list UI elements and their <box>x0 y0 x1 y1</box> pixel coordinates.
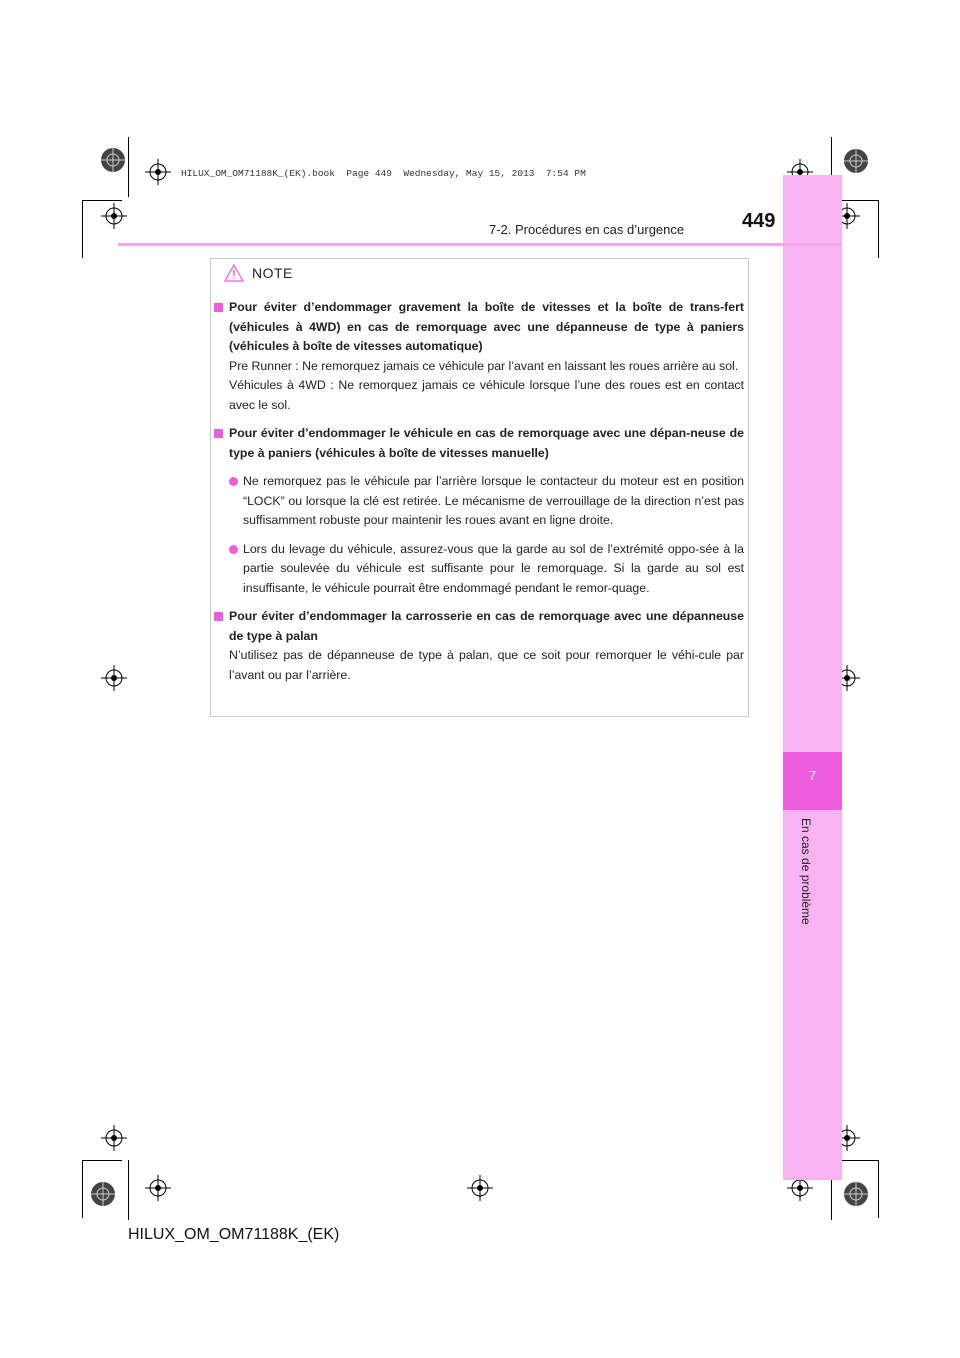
crop-mark <box>838 200 878 201</box>
section-title: 7-2. Procédures en cas d’urgence <box>489 222 685 237</box>
note-item-heading: Pour éviter d’endommager le véhicule en cas de remorquage avec une dépan-neuse de type à paniers (véhicules à boîte de vitesses manuelle) <box>229 426 744 460</box>
header-rule <box>118 243 842 246</box>
crosshair-mark-icon <box>101 665 127 691</box>
crosshair-mark-icon <box>101 203 127 229</box>
page-number: 449 <box>742 210 776 232</box>
note-item-heading: Pour éviter d’endommager gravement la boîte de vitesses et la boîte de trans-fert (véhicules à 4WD) en cas de remorquage avec une dépanneuse de type à paniers (véhicules à boîte de vitesses automatique) <box>229 300 744 353</box>
note-item <box>214 424 744 598</box>
note-item-heading: Pour éviter d’endommager la carrosserie en cas de remorquage avec une dépanneuse de type à palan <box>229 609 744 643</box>
round-bullet-icon <box>229 545 238 554</box>
list-item <box>229 540 744 599</box>
note-item-body: Véhicules à 4WD : Ne remorquez jamais ce véhicule lorsque l’une des roues est en contact avec le sol. <box>229 378 744 412</box>
note-header <box>224 262 293 284</box>
square-bullet-icon <box>214 303 223 312</box>
crop-mark <box>82 200 122 201</box>
note-item-body: N’utilisez pas de dépanneuse de type à palan, que ce soit pour remorquer le véhi-cule par l’avant ou par l’arrière. <box>229 648 744 682</box>
note-content <box>214 298 744 694</box>
square-bullet-icon <box>214 429 223 438</box>
crop-mark <box>128 137 129 197</box>
note-title: NOTE <box>252 265 293 281</box>
registration-target-icon <box>100 147 126 173</box>
list-item <box>229 472 744 531</box>
warning-triangle-icon <box>224 264 244 282</box>
list-item-text: Lors du levage du véhicule, assurez-vous que la garde au sol de l’extrémité oppo-sée à la partie soulevée du véhicule est suffisante pour le remorquage. Si la garde au sol est insuffisante, le véhicule pourrait être endommagé pendant le remor-quage. <box>243 541 744 595</box>
chapter-number: 7 <box>808 768 817 783</box>
registration-target-icon <box>90 1181 116 1207</box>
square-bullet-icon <box>214 612 223 621</box>
note-item-body: Pre Runner : Ne remorquez jamais ce véhicule par l’avant en laissant les roues arrière au sol. <box>229 358 739 373</box>
document-code: HILUX_OM_OM71188K_(EK) <box>128 1226 340 1243</box>
print-info-line: HILUX_OM_OM71188K_(EK).book Page 449 Wednesday, May 15, 2013 7:54 PM <box>181 168 586 179</box>
crop-mark <box>82 1160 83 1218</box>
crop-mark <box>128 1160 129 1220</box>
crosshair-mark-icon <box>145 159 171 185</box>
crosshair-mark-icon <box>101 1125 127 1151</box>
list-item-text: Ne remorquez pas le véhicule par l’arrière lorsque le contacteur du moteur est en position “LOCK” ou lorsque la clé est retirée. Le mécanisme de verrouillage de la direction n’est pas suffisamment robuste pour maintenir les roues avant en ligne droite. <box>243 474 744 527</box>
crop-mark <box>82 200 83 258</box>
chapter-label: En cas de problème <box>799 818 813 925</box>
chapter-side-tab <box>783 175 842 1180</box>
crosshair-mark-icon <box>467 1175 493 1201</box>
crop-mark <box>82 1160 122 1161</box>
crop-mark <box>838 1160 878 1161</box>
round-bullet-icon <box>229 477 238 486</box>
note-item <box>214 607 744 685</box>
registration-target-icon <box>843 1181 869 1207</box>
note-item <box>214 298 744 415</box>
crop-mark <box>878 200 879 258</box>
crop-mark <box>878 1160 879 1218</box>
registration-target-icon <box>843 148 869 174</box>
crosshair-mark-icon <box>145 1175 171 1201</box>
